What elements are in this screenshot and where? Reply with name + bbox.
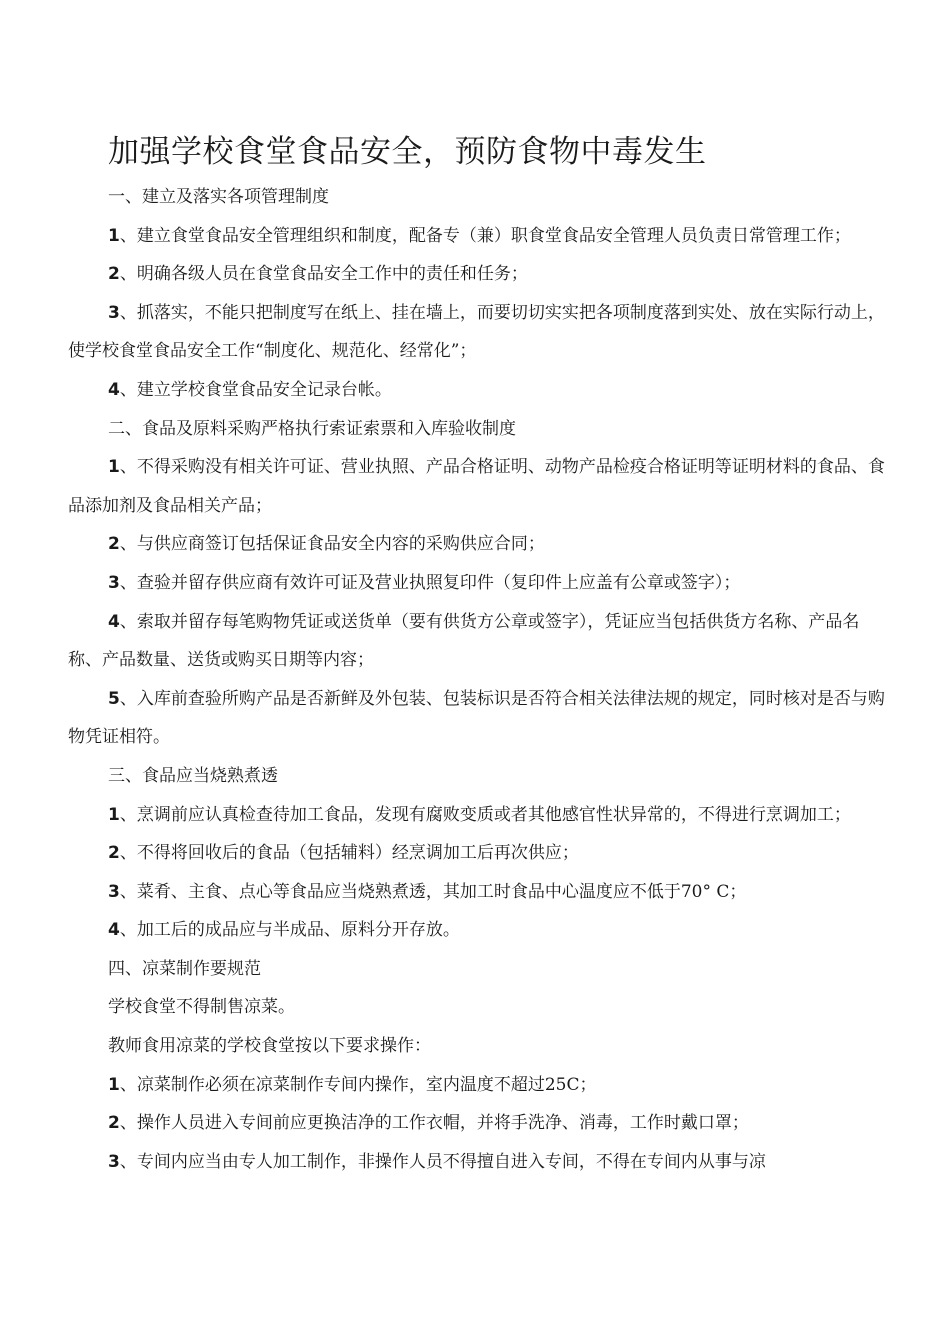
paragraph-text: 、菜肴、主食、点心等食品应当烧熟煮透，其加工时食品中心温度应不低于70° C； <box>119 881 747 902</box>
item-number: 2 <box>108 843 120 864</box>
paragraph-text: 一、建立及落实各项管理制度 <box>108 187 329 207</box>
paragraph-text: 、不得采购没有相关许可证、营业执照、产品合格证明、动物产品检疫合格证明等证明材料的食品、食品添加剂及食品相关产品； <box>68 457 885 516</box>
paragraph-text: 四、凉菜制作要规范 <box>108 958 261 979</box>
section-heading <box>68 757 888 796</box>
paragraph-text: 三、食品应当烧熟煮透 <box>108 765 278 786</box>
list-item <box>68 911 888 950</box>
item-number: 3 <box>108 302 120 323</box>
item-number: 4 <box>108 611 120 632</box>
document-title: 加强学校食堂食品安全，预防食物中毒发生 <box>108 134 707 170</box>
list-item <box>68 873 888 912</box>
item-number: 2 <box>108 264 120 285</box>
paragraph-text: 、明确各级人员在食堂食品安全工作中的责任和任务； <box>119 264 528 285</box>
document-body <box>68 178 888 1181</box>
paragraph-text: 、操作人员进入专间前应更换洁净的工作衣帽，并将手洗净、消毒，工作时戴口罩； <box>119 1113 749 1134</box>
list-item <box>68 834 888 873</box>
item-number: 1 <box>108 457 120 478</box>
list-item <box>68 255 888 294</box>
item-number: 4 <box>108 379 120 400</box>
item-number: 2 <box>108 1113 120 1134</box>
paragraph-text: 、加工后的成品应与半成品、原料分开存放。 <box>119 920 460 941</box>
list-item <box>68 1066 888 1105</box>
paragraph-text: 、凉菜制作必须在凉菜制作专间内操作，室内温度不超过25C； <box>119 1074 597 1095</box>
paragraph-text: 、抓落实，不能只把制度写在纸上、挂在墙上，而要切切实实把各项制度落到实处、放在实际行动上，使学校食堂食品安全工作“制度化、规范化、经常化”； <box>68 302 885 362</box>
section-heading <box>68 178 888 217</box>
paragraph-text: 、与供应商签订包括保证食品安全内容的采购供应合同； <box>119 534 545 555</box>
list-item <box>68 371 888 410</box>
paragraph <box>68 1027 888 1066</box>
list-item <box>68 217 888 256</box>
paragraph-text: 二、食品及原料采购严格执行索证索票和入库验收制度 <box>108 418 516 439</box>
paragraph-text: 、建立食堂食品安全管理组织和制度，配备专（兼）职食堂食品安全管理人员负责日常管理工作； <box>119 225 851 246</box>
list-item <box>68 525 888 564</box>
section-heading <box>68 410 888 449</box>
paragraph <box>68 988 888 1027</box>
list-item <box>68 1143 888 1182</box>
paragraph-text: 、烹调前应认真检查待加工食品，发现有腐败变质或者其他感官性状异常的，不得进行烹调加工； <box>119 804 851 825</box>
paragraph-text: 教师食用凉菜的学校食堂按以下要求操作： <box>108 1036 431 1057</box>
section-heading <box>68 950 888 989</box>
item-number: 1 <box>108 804 120 825</box>
item-number: 3 <box>108 881 120 902</box>
paragraph-text: 学校食堂不得制售凉菜。 <box>108 997 295 1018</box>
item-number: 3 <box>108 1151 120 1172</box>
list-item <box>68 448 888 525</box>
paragraph-text: 、不得将回收后的食品（包括辅料）经烹调加工后再次供应； <box>119 843 579 864</box>
item-number: 3 <box>108 572 120 593</box>
list-item <box>68 1104 888 1143</box>
paragraph-text: 、建立学校食堂食品安全记录台帐。 <box>119 379 392 400</box>
paragraph-text: 、入库前查验所购产品是否新鲜及外包装、包装标识是否符合相关法律法规的规定，同时核对是否与购物凭证相符。 <box>68 688 885 748</box>
item-number: 1 <box>108 225 120 246</box>
paragraph-text: 、查验并留存供应商有效许可证及营业执照复印件（复印件上应盖有公章或签字）； <box>119 572 741 593</box>
paragraph-text: 、专间内应当由专人加工制作，非操作人员不得擅自进入专间，不得在专间内从事与凉 <box>119 1151 766 1172</box>
list-item <box>68 603 888 680</box>
item-number: 1 <box>108 1074 120 1095</box>
list-item <box>68 294 888 371</box>
paragraph-text: 、索取并留存每笔购物凭证或送货单（要有供货方公章或签字），凭证应当包括供货方名称、产品名称、产品数量、送货或购买日期等内容； <box>68 611 860 671</box>
list-item <box>68 680 888 757</box>
item-number: 5 <box>108 688 120 709</box>
item-number: 2 <box>108 534 120 555</box>
list-item <box>68 796 888 835</box>
item-number: 4 <box>108 920 120 941</box>
list-item <box>68 564 888 603</box>
